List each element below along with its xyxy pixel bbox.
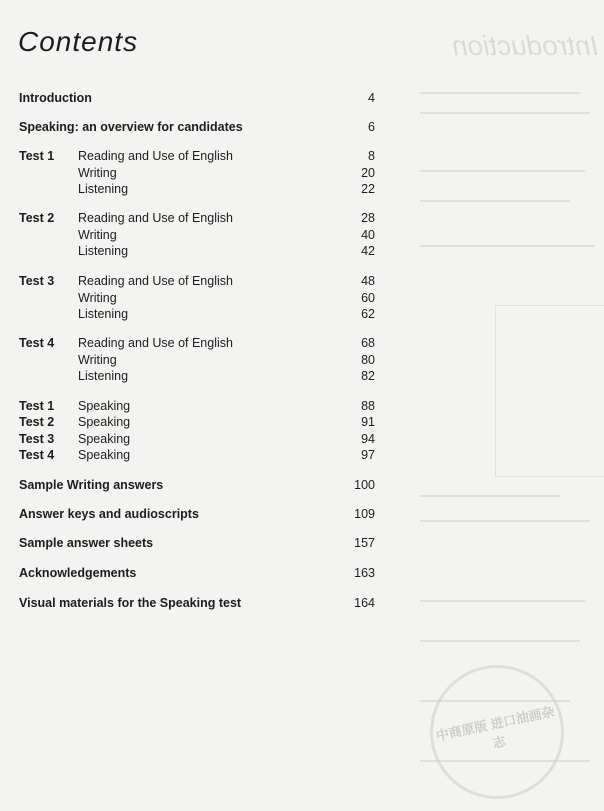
entry-page: 28 bbox=[361, 211, 375, 225]
entry-page: 100 bbox=[354, 478, 375, 492]
section-label: Reading and Use of English bbox=[78, 149, 233, 163]
ghost-line bbox=[420, 170, 585, 172]
test-label: Test 1 bbox=[19, 399, 55, 413]
page-title: Contents bbox=[18, 26, 139, 57]
section-label: Listening bbox=[78, 182, 129, 196]
test-label: Test 2 bbox=[19, 211, 55, 225]
seal-text: 中商原版 进口油画杂志 bbox=[434, 703, 556, 751]
entry-page: 42 bbox=[361, 244, 375, 258]
entry-label: Visual materials for the Speaking test bbox=[19, 596, 242, 610]
ghost-line bbox=[420, 520, 590, 522]
entry-page: 82 bbox=[361, 369, 375, 383]
watermark-seal bbox=[418, 653, 577, 811]
entry-page: 80 bbox=[361, 353, 375, 367]
section-label: Reading and Use of English bbox=[78, 274, 233, 288]
table-of-contents bbox=[19, 0, 379, 800]
section-label: Listening bbox=[78, 307, 129, 321]
test-label: Test 1 bbox=[19, 149, 55, 163]
section-label: Speaking bbox=[78, 448, 131, 462]
ghost-line bbox=[420, 200, 570, 202]
entry-page: 6 bbox=[368, 120, 375, 134]
ghost-line bbox=[420, 495, 560, 497]
ghost-line bbox=[420, 112, 590, 114]
entry-page: 94 bbox=[361, 432, 375, 446]
entry-label: Answer keys and audioscripts bbox=[19, 507, 199, 521]
entry-page: 91 bbox=[361, 415, 375, 429]
section-label: Reading and Use of English bbox=[78, 211, 233, 225]
ghost-line bbox=[420, 245, 595, 247]
test-label: Test 4 bbox=[19, 448, 55, 462]
entry-label: Acknowledgements bbox=[19, 566, 137, 580]
section-label: Reading and Use of English bbox=[78, 336, 233, 350]
ghost-title: Introduction bbox=[451, 30, 598, 61]
entry-page: 88 bbox=[361, 399, 375, 413]
section-label: Speaking bbox=[78, 432, 131, 446]
ghost-line bbox=[420, 640, 580, 642]
section-label: Writing bbox=[78, 166, 117, 180]
section-label: Listening bbox=[78, 369, 129, 383]
entry-page: 109 bbox=[354, 507, 375, 521]
ghost-line bbox=[420, 92, 580, 94]
section-label: Writing bbox=[78, 353, 117, 367]
test-label: Test 3 bbox=[19, 432, 55, 446]
ghost-line bbox=[420, 600, 585, 602]
entry-page: 4 bbox=[368, 91, 375, 105]
entry-page: 97 bbox=[361, 448, 375, 462]
entry-page: 8 bbox=[368, 149, 375, 163]
entry-label: Introduction bbox=[19, 91, 92, 105]
entry-page: 48 bbox=[361, 274, 375, 288]
entry-page: 22 bbox=[361, 182, 375, 196]
entry-page: 40 bbox=[361, 228, 375, 242]
test-label: Test 3 bbox=[19, 274, 55, 288]
entry-label: Sample answer sheets bbox=[19, 536, 154, 550]
entry-page: 20 bbox=[361, 166, 375, 180]
entry-page: 164 bbox=[354, 596, 375, 610]
test-label: Test 2 bbox=[19, 415, 55, 429]
entry-page: 60 bbox=[361, 291, 375, 305]
section-label: Speaking bbox=[78, 415, 131, 429]
entry-page: 163 bbox=[354, 566, 375, 580]
entry-label: Speaking: an overview for candidates bbox=[19, 120, 243, 134]
entry-page: 62 bbox=[361, 307, 375, 321]
test-label: Test 4 bbox=[19, 336, 55, 350]
section-label: Listening bbox=[78, 244, 129, 258]
section-label: Writing bbox=[78, 228, 117, 242]
entry-label: Sample Writing answers bbox=[19, 478, 164, 492]
ghost-table bbox=[495, 305, 604, 477]
entry-page: 68 bbox=[361, 336, 375, 350]
section-label: Writing bbox=[78, 291, 117, 305]
entry-page: 157 bbox=[354, 536, 375, 550]
section-label: Speaking bbox=[78, 399, 131, 413]
